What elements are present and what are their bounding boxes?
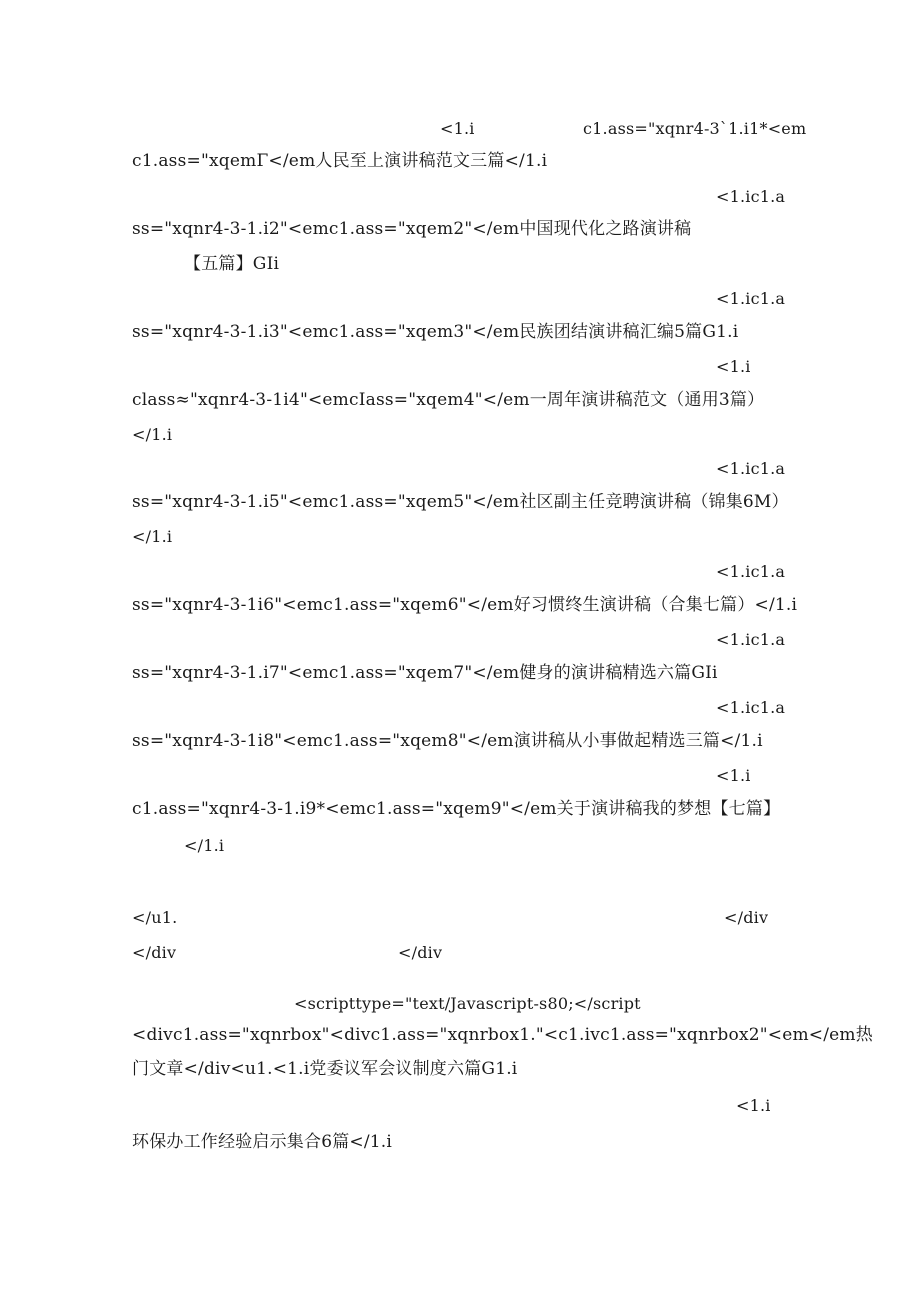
text-line: </div [132, 943, 177, 962]
text-line: ss="xqnr4-3-1.i7"<emc1.ass="xqem7"</em健身的演讲稿精选六篇GIi [132, 663, 718, 683]
text-line: </div [398, 943, 443, 962]
text-line: c1.ass="xqnr4-3-1.i9*<emc1.ass="xqem9"</em关于演讲稿我的梦想【七篇】 [132, 799, 781, 819]
text-line: <1.i [736, 1096, 771, 1115]
text-line: </div [724, 908, 769, 927]
text-line: </1.i [132, 425, 173, 444]
text-line: <1.ic1.a [716, 289, 786, 308]
text-line: <1.i [716, 357, 751, 376]
text-line: <1.i [716, 766, 751, 785]
text-line: 环保办工作经验启示集合6篇</1.i [132, 1132, 393, 1152]
text-line: <1.ic1.a [716, 698, 786, 717]
text-line: ss="xqnr4-3-1.i2"<emc1.ass="xqem2"</em中国现代化之路演讲稿 [132, 219, 692, 239]
text-line: <scripttype="text/Javascript-s80;</script [294, 994, 641, 1013]
text-line: c1.ass="xqemΓ</em人民至上演讲稿范文三篇</1.i [132, 151, 548, 171]
text-line: class≈"xqnr4-3-1i4"<emcIass="xqem4"</em一周年演讲稿范文（通用3篇） [132, 390, 765, 410]
text-line: ss="xqnr4-3-1i8"<emc1.ass="xqem8"</em演讲稿从小事做起精选三篇</1.i [132, 731, 763, 751]
text-line: 门文章</div<u1.<1.i党委议军会议制度六篇G1.i [132, 1059, 518, 1079]
text-line: <1.ic1.a [716, 459, 786, 478]
text-line: </1.i [184, 836, 225, 855]
text-line: <divc1.ass="xqnrbox"<divc1.ass="xqnrbox1."<c1.ivc1.ass="xqnrbox2"<em</em热 [132, 1025, 873, 1045]
text-line: <1.ic1.a [716, 562, 786, 581]
text-line: ss="xqnr4-3-1.i5"<emc1.ass="xqem5"</em社区副主任竞聘演讲稿（锦集6M） [132, 492, 789, 512]
text-line: ss="xqnr4-3-1.i3"<emc1.ass="xqem3"</em民族团结演讲稿汇编5篇G1.i [132, 322, 739, 342]
text-line: <1.ic1.a [716, 630, 786, 649]
text-line: 【五篇】GIi [184, 254, 280, 274]
text-line: <1.i [440, 119, 475, 138]
text-line: </1.i [132, 527, 173, 546]
text-line: <1.ic1.a [716, 187, 786, 206]
text-line: </u1. [132, 908, 178, 927]
text-line: c1.ass="xqnr4-3`1.i1*<em [583, 119, 807, 138]
text-line: ss="xqnr4-3-1i6"<emc1.ass="xqem6"</em好习惯终生演讲稿（合集七篇）</1.i [132, 595, 798, 615]
